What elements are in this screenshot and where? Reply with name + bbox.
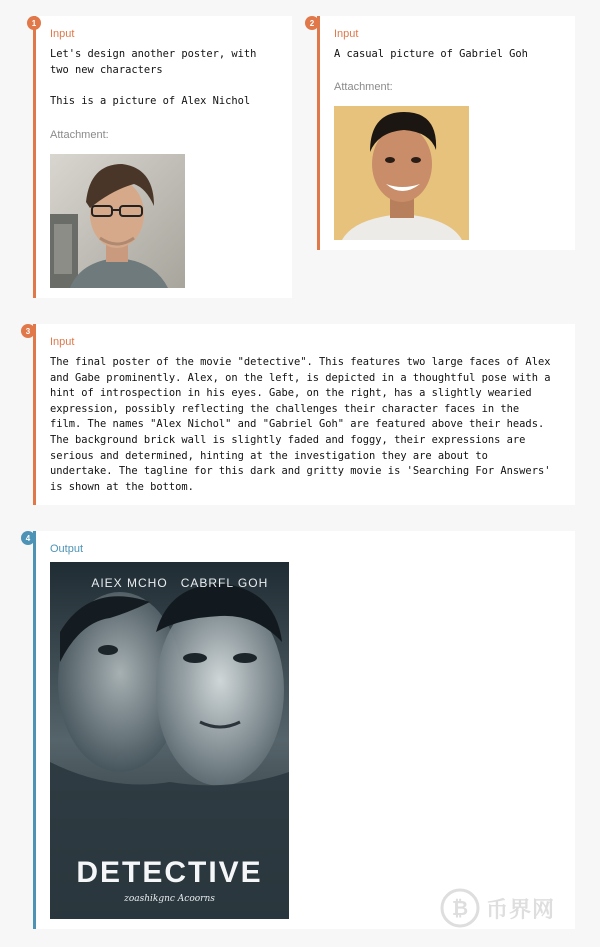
watermark-text: 币界网 <box>486 897 556 923</box>
svg-text:₿: ₿ <box>451 896 469 920</box>
poster-right-name: CABRFL GOH <box>180 576 269 590</box>
step-4-kind-label: Output <box>50 543 84 555</box>
step-1-attachment-image[interactable] <box>50 154 185 288</box>
step-4-badge: 4 <box>21 531 35 545</box>
step-2-kind-label: Input <box>334 28 359 40</box>
step-2-text: A casual picture of Gabriel Goh <box>334 48 528 60</box>
step-1-text: Let's design another poster, with two new characters This is a picture of Alex Nichol <box>50 48 257 107</box>
step-1-badge: 1 <box>27 16 41 30</box>
step-3-kind-label: Input <box>50 336 75 348</box>
step-3-text: The final poster of the movie "detective". This features two large faces of Alex and Gabe prominently. Alex, on the left, is depicted in a thoughtful pose with a hint of introspection in his eyes. Gabe, on the right, has a slightly wearied expression, possibly reflecting the challenges their character faces in the film. The names "Alex Nichol" and "Gabriel Goh" are featured above their heads. The background brick wall is slightly faded and foggy, their expressions are serious and determined, hinting at the investigation they are about to undertake. The tagline for this dark and gritty movie is 'Searching For Answers' is shown at the bottom. <box>50 356 551 493</box>
step-2-attachment-label: Attachment: <box>334 81 393 93</box>
step-3-rail <box>33 324 36 505</box>
bitcoin-circle-icon <box>440 888 480 928</box>
gabriel-photo-icon <box>334 106 469 240</box>
detective-poster-image[interactable] <box>50 562 289 919</box>
step-1-attachment-label: Attachment: <box>50 129 109 141</box>
watermark <box>440 888 555 928</box>
poster-title: DETECTIVE <box>76 856 263 889</box>
step-2-rail <box>317 16 320 250</box>
alex-photo-icon <box>50 154 185 288</box>
step-1-kind-label: Input <box>50 28 75 40</box>
poster-tagline: zoashikgnc Acoorns <box>124 894 215 904</box>
step-4-rail <box>33 531 36 929</box>
poster-left-name: AIEX MCHO <box>91 576 168 590</box>
step-3-badge: 3 <box>21 324 35 338</box>
step-2-attachment-image[interactable] <box>334 106 469 240</box>
step-2-badge: 2 <box>305 16 319 30</box>
step-1-rail <box>33 16 36 298</box>
